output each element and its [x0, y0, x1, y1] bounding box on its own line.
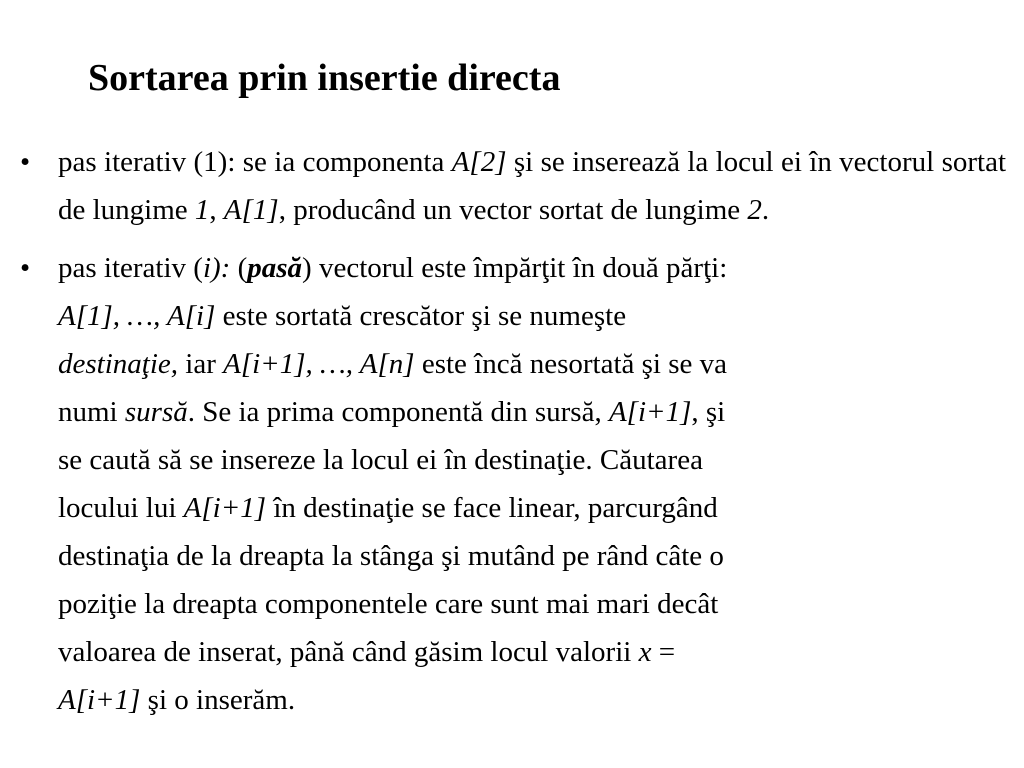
italic-term: A[2]: [451, 146, 507, 178]
text-line: [58, 676, 1006, 724]
text-run: numi: [58, 396, 125, 428]
text-run: iar: [178, 348, 224, 380]
text-run: şi se inserează la locul ei în vectorul sortat de lungime: [58, 146, 1006, 226]
text-run: este încă nesortată şi se va: [414, 348, 728, 380]
text-run: ) vectorul este împărţit în două părţi:: [302, 252, 728, 284]
text-run: destinaţia de la dreapta la stânga şi mutând pe rând câte o: [58, 540, 724, 572]
slide-title: Sortarea prin insertie directa: [88, 57, 561, 99]
bullet-item-1: [0, 138, 1024, 234]
italic-term: x: [638, 636, 652, 668]
text-run: , producând un vector sortat de lungime: [278, 194, 748, 226]
bullet-marker: •: [20, 252, 31, 284]
text-run: pas iterativ (1): se ia componenta: [58, 146, 452, 178]
bullet-marker: •: [20, 146, 31, 178]
text-run: poziţie la dreapta componentele care sunt mai mari decât: [58, 588, 719, 620]
text-run: este sortată crescător şi se numeşte: [215, 300, 627, 332]
text-line: [58, 580, 1006, 628]
text-run: =: [651, 636, 676, 668]
italic-term: destinaţie,: [58, 348, 179, 380]
text-run: şi o inserăm.: [140, 684, 296, 716]
emphasized-term: pasă: [247, 252, 303, 284]
text-run: locului lui: [58, 492, 184, 524]
italic-term: i):: [202, 252, 238, 284]
italic-term: A[i+1]: [58, 684, 141, 716]
bullet-text: [58, 146, 1006, 226]
text-line: [58, 628, 1006, 676]
text-line: [58, 388, 1006, 436]
text-run: pas iterativ (: [58, 252, 203, 284]
bullet-item-2: [0, 244, 1024, 724]
italic-term: A[1], …, A[i]: [58, 300, 216, 332]
text-run: se caută să se insereze la locul ei în destinaţie. Căutarea: [58, 444, 703, 476]
text-line: [58, 436, 1006, 484]
text-line: [58, 532, 1006, 580]
italic-term: 2: [747, 194, 762, 226]
italic-term: A[1]: [223, 194, 279, 226]
text-run: .: [761, 194, 770, 226]
text-run: , şi: [691, 396, 726, 428]
italic-term: A[i+1]: [608, 396, 692, 428]
text-run: ,: [209, 194, 224, 226]
bullet-list: [0, 138, 1024, 724]
text-line: [58, 244, 1006, 292]
italic-term: A[i+1], …, A[n]: [223, 348, 415, 380]
text-line: [58, 340, 1006, 388]
text-run: (: [237, 252, 248, 284]
bullet-text: [58, 244, 1006, 724]
text-line: [58, 484, 1006, 532]
italic-term: A[i+1]: [183, 492, 267, 524]
italic-term: 1: [194, 194, 210, 226]
text-run: în destinaţie se face linear, parcurgând: [266, 492, 718, 524]
text-run: . Se ia prima componentă din sursă,: [187, 396, 609, 428]
text-run: valoarea de inserat, până când găsim locul valorii: [58, 636, 639, 668]
text-line: [58, 292, 1006, 340]
italic-term: sursă: [124, 396, 188, 428]
